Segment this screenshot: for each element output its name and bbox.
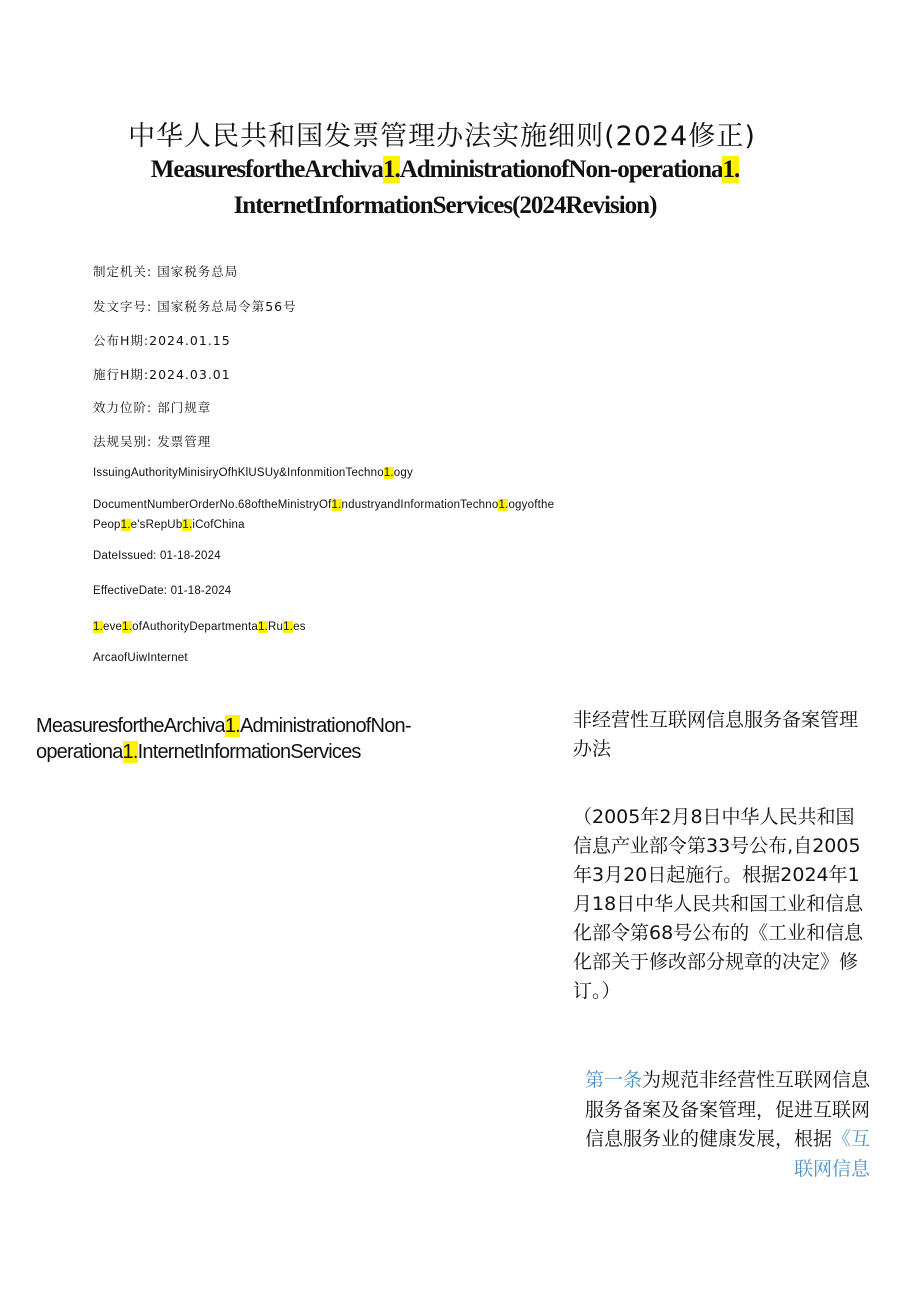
title-en-line2: InternetInformationServices(2024Revision) xyxy=(233,192,657,219)
meta-issuing-authority-en xyxy=(93,463,653,483)
meta-effective-date xyxy=(93,365,653,383)
meta-en-part: DocumentNumberOrderNo.68oftheMinistryOf xyxy=(93,499,332,511)
revision-note-cn: （2005年2月8日中华人民共和国信息产业部令第33号公布,自2005年3月20日起施行。根据2024年1月18日中华人民共和国工业和信息化部令第68号公布的《工业和信息化部关于修改部分规章的决定》修订。） xyxy=(573,806,864,1002)
highlight-mark: 1. xyxy=(283,621,294,633)
meta-effective-date-en: EffectiveDate: 01-18-2024 xyxy=(93,585,232,597)
title-en-part: MeasuresfortheArchiva xyxy=(150,156,383,183)
highlight-mark: 1. xyxy=(122,621,133,633)
section-heading-en xyxy=(36,713,506,765)
heading-en-line1 xyxy=(36,713,506,739)
highlight-mark: 1. xyxy=(93,621,103,633)
meta-label: 制定机关: xyxy=(93,264,153,279)
meta-value: 国家税务总局 xyxy=(157,264,239,279)
heading-en-part: MeasuresfortheArchiva xyxy=(36,715,225,737)
heading-en-part: operationa xyxy=(36,741,123,763)
meta-en-part: eve xyxy=(103,621,123,633)
doc-number-line1 xyxy=(93,495,653,515)
meta-label: 发文字号: xyxy=(93,299,153,314)
meta-en-part: ndustryandInformationTechno xyxy=(341,499,499,511)
section-heading-cn: 非经营性互联网信息服务备案管理办法 xyxy=(573,709,859,760)
article-1-label: 第一条 xyxy=(584,1069,642,1091)
title-en-line1 xyxy=(70,152,820,188)
highlight-mark: 1. xyxy=(382,156,400,183)
meta-label: 法规吴别: xyxy=(93,434,153,449)
highlight-mark: 1. xyxy=(120,519,131,531)
meta-publish-date xyxy=(93,331,653,349)
meta-en-part: es xyxy=(293,621,306,633)
heading-en-line2 xyxy=(36,739,506,765)
highlight-mark: 1. xyxy=(122,741,138,763)
title-en-part: AdministrationofNon-operationa xyxy=(399,156,723,183)
highlight-mark: 1. xyxy=(498,499,509,511)
heading-en-part: AdministrationofNon- xyxy=(239,715,411,737)
highlight-mark: 1. xyxy=(182,519,193,531)
document-title-en xyxy=(70,152,820,224)
highlight-mark: 1. xyxy=(383,467,394,479)
document-title-cn: 中华人民共和国发票管理办法实施细则(2024修正) xyxy=(128,121,756,152)
meta-label: 施行H期: xyxy=(93,367,150,382)
meta-level-authority-en xyxy=(93,617,653,637)
meta-value: 部门规章 xyxy=(157,400,212,415)
meta-label: 效力位阶: xyxy=(93,400,153,415)
highlight-mark: 1. xyxy=(331,499,342,511)
meta-date-issued-en: DateIssued: 01-18-2024 xyxy=(93,550,221,562)
heading-en-part: InternetInformationServices xyxy=(137,741,361,763)
meta-validity-level xyxy=(93,398,653,416)
meta-value: 2024.03.01 xyxy=(149,367,231,382)
highlight-mark: 1. xyxy=(224,715,240,737)
highlight-mark: 1. xyxy=(258,621,269,633)
meta-category xyxy=(93,432,653,450)
meta-value: 发票管理 xyxy=(157,434,212,449)
doc-number-line2 xyxy=(93,515,653,535)
article-1-law-link[interactable]: 《互联网信息 xyxy=(793,1128,870,1180)
article-1 xyxy=(580,1066,870,1184)
meta-doc-number-en xyxy=(93,495,653,535)
article-1-text: 为规范非经营性互联网信息服务备案及备案管理，促进互联网信息服务业的健康发展，根据 xyxy=(584,1069,870,1150)
meta-en-part: ogy xyxy=(393,467,413,479)
meta-en-part: Ru xyxy=(268,621,284,633)
meta-value: 国家税务总局令第56号 xyxy=(157,299,297,314)
meta-en-part: ofAuthorityDepartmenta xyxy=(132,621,259,633)
meta-value: 2024.01.15 xyxy=(149,333,231,348)
meta-doc-number xyxy=(93,297,653,315)
highlight-mark: 1. xyxy=(722,156,740,183)
meta-en-part: Peop xyxy=(93,519,121,531)
meta-en-part: e'sRepUb xyxy=(130,519,183,531)
meta-en-part: IssuingAuthorityMinisiryOfhKlUSUy&InfonmitionTechno xyxy=(93,467,384,479)
meta-en-part: ogyofthe xyxy=(508,499,555,511)
meta-label: 公布H期: xyxy=(93,333,150,348)
meta-enacting-body xyxy=(93,262,653,280)
meta-en-part: iCofChina xyxy=(192,519,245,531)
meta-area-en: ArcaofUiwInternet xyxy=(93,652,188,664)
